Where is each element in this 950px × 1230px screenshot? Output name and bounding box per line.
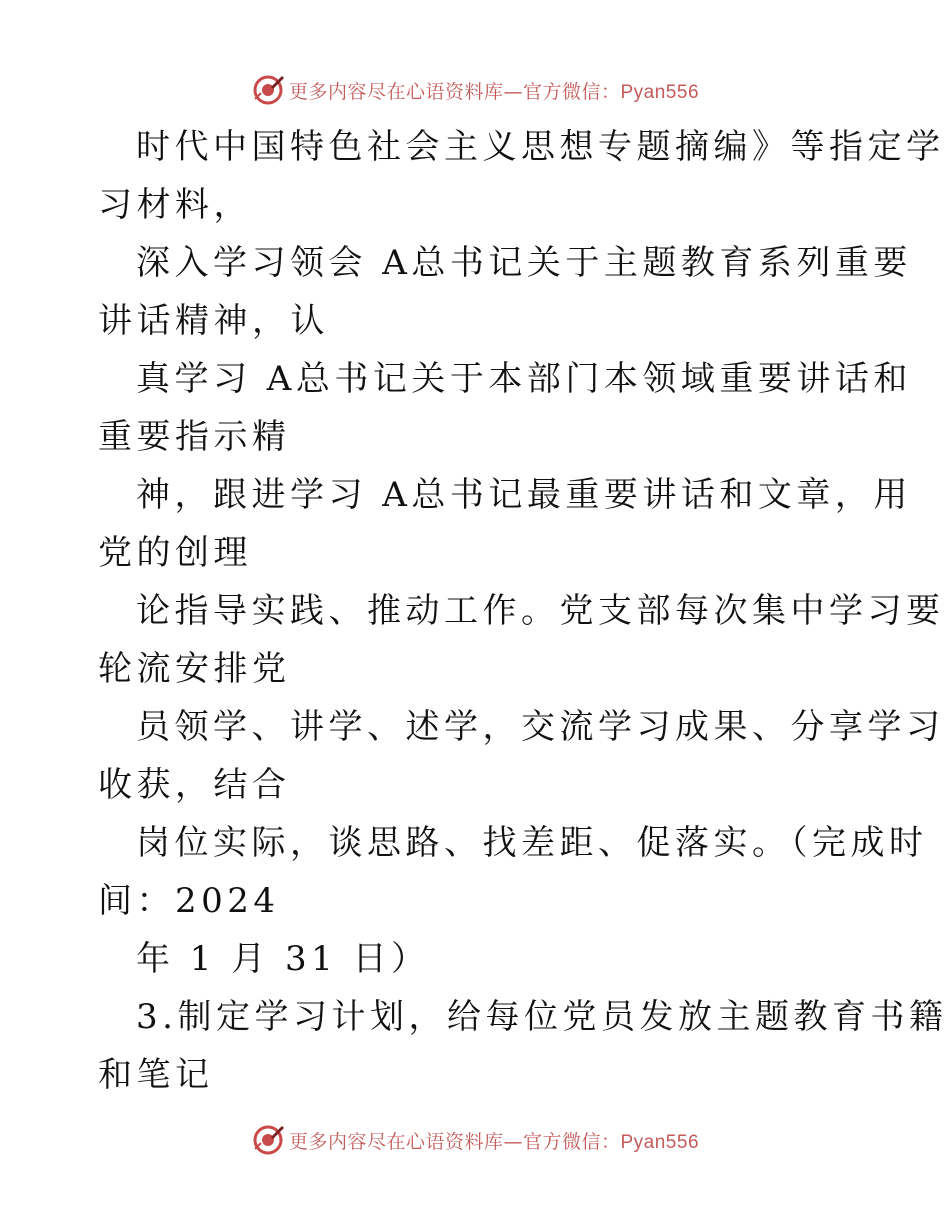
text-line: 轮流安排党	[98, 649, 291, 689]
text-line: 重要指示精	[98, 417, 291, 457]
text-line: 岗位实际，谈思路、找差距、促落实。（完成时	[136, 823, 928, 863]
text-line: 党的创理	[98, 533, 252, 573]
text-line: 时代中国特色社会主义思想专题摘编》等指定学	[136, 127, 945, 167]
text-line: 论指导实践、推动工作。党支部每次集中学习要	[136, 591, 945, 631]
text-line: 习材料，	[98, 185, 252, 225]
watermark-banner-top	[0, 70, 950, 110]
text-line: 和笔记	[98, 1055, 214, 1095]
watermark-text: 更多内容尽在心语资料库—官方微信：Pyan556	[288, 1130, 700, 1153]
text-line: 深入学习领会 A总书记关于主题教育系列重要	[136, 243, 912, 283]
watermark-text: 更多内容尽在心语资料库—官方微信：Pyan556	[288, 80, 700, 103]
text-line: 真学习 A总书记关于本部门本领域重要讲话和	[136, 359, 912, 399]
pen-logo-icon	[251, 73, 285, 107]
text-line: 收获，结合	[98, 765, 291, 805]
text-line: 年 1 月 31 日）	[136, 939, 430, 979]
pen-logo-icon	[251, 1123, 285, 1157]
text-line: 神，跟进学习 A总书记最重要讲话和文章，用	[136, 475, 912, 515]
text-line: 间：2024	[98, 881, 280, 921]
text-line: 讲话精神，认	[98, 301, 329, 341]
watermark-banner-bottom	[0, 1120, 950, 1160]
text-line: 3.制定学习计划，给每位党员发放主题教育书籍	[136, 997, 948, 1037]
text-line: 员领学、讲学、述学，交流学习成果、分享学习	[136, 707, 945, 747]
